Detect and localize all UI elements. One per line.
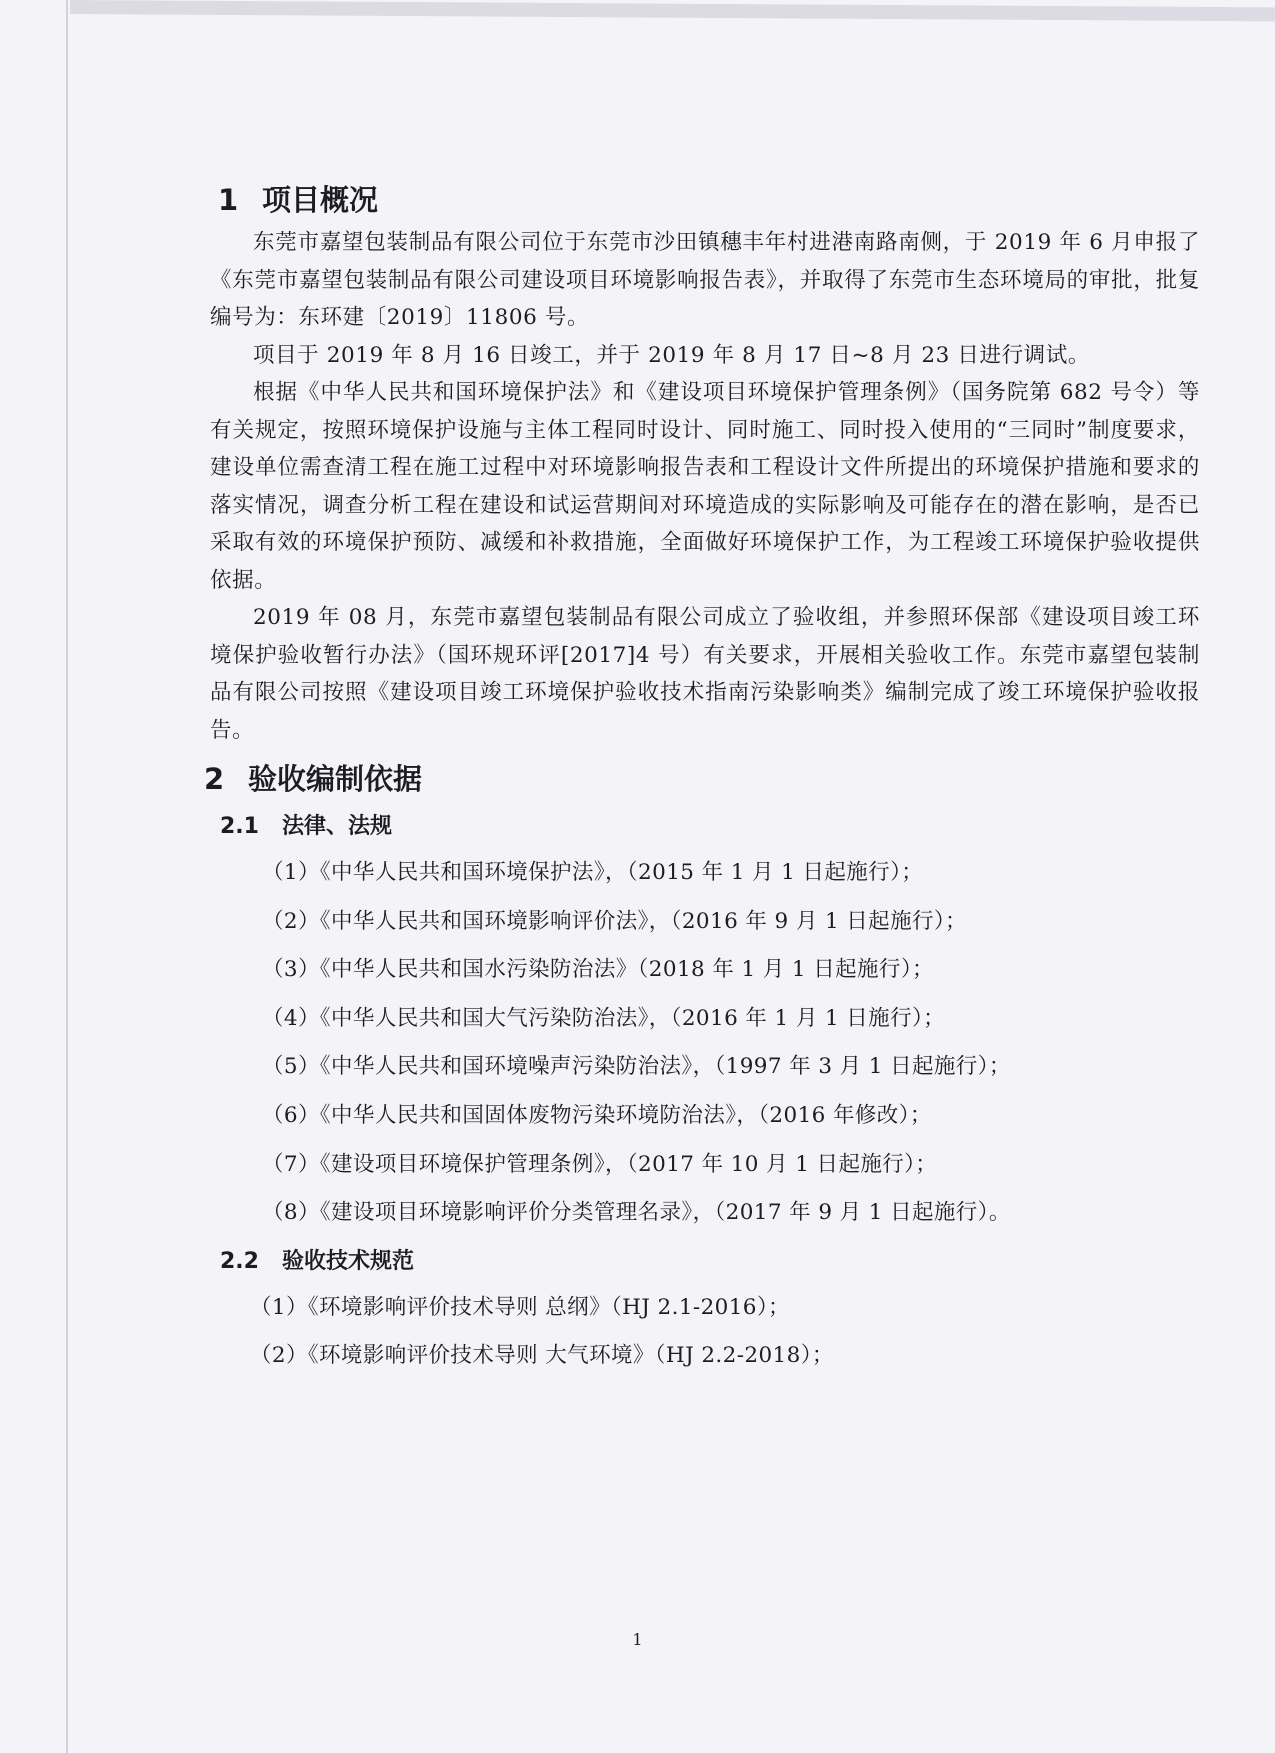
scan-left-edge: [66, 0, 68, 1753]
section-1-title: 项目概况: [262, 183, 379, 217]
tech-standards-list: [210, 1284, 1200, 1381]
list-item: （8）《建设项目环境影响评价分类管理名录》，（2017 年 9 月 1 日起施行）。: [262, 1200, 1011, 1226]
section-1-number: 1: [218, 183, 239, 217]
section-2-number: 2: [204, 762, 225, 796]
subsection-2-2-heading: [220, 1242, 1200, 1282]
section-1-heading: [218, 176, 1200, 224]
list-item: （2）《环境影响评价技术导则 大气环境》（HJ 2.2-2018）；: [250, 1343, 834, 1369]
section-2-heading: [204, 755, 1200, 803]
list-item: （4）《中华人民共和国大气污染防治法》，（2016 年 1 月 1 日施行）；: [262, 1005, 946, 1031]
laws-list: [210, 849, 1200, 1238]
list-item: （2）《中华人民共和国环境影响评价法》，（2016 年 9 月 1 日起施行）；: [262, 908, 967, 934]
page-number: 1: [632, 1630, 643, 1649]
list-item: （1）《环境影响评价技术导则 总纲》（HJ 2.1-2016）；: [250, 1294, 790, 1320]
list-item: （1）《中华人民共和国环境保护法》，（2015 年 1 月 1 日起施行）；: [262, 860, 924, 885]
paragraph-2: 项目于 2019 年 8 月 16 日竣工，并于 2019 年 8 月 17 日~8 月 23 日进行调试。: [253, 342, 1090, 368]
paragraph-4: 2019 年 08 月，东莞市嘉望包装制品有限公司成立了验收组，并参照环保部《建设项目竣工环境保护验收暂行办法》（国环规环评[2017]4 号）有关要求，开展相关验收工作。东莞市嘉望包装制品有限公司按照《建设项目竣工环境保护验收技术指南污染影响类》编制完成了竣工环境保护验收报告。: [210, 605, 1200, 743]
subsection-2-2-title: 验收技术规范: [282, 1248, 415, 1274]
subsection-2-1-number: 2.1: [220, 814, 259, 839]
list-item: （3）《中华人民共和国水污染防治法》（2018 年 1 月 1 日起施行）；: [262, 957, 934, 983]
section-2-title: 验收编制依据: [248, 762, 423, 796]
subsection-2-1-heading: [220, 807, 1200, 847]
list-item: （6）《中华人民共和国固体废物污染环境防治法》，（2016 年修改）；: [262, 1102, 932, 1128]
paragraph-1: 东莞市嘉望包装制品有限公司位于东莞市沙田镇穗丰年村进港南路南侧，于 2019 年 6 月申报了《东莞市嘉望包装制品有限公司建设项目环境影响报告表》，并取得了东莞市生态环境局的审批，批复编号为：东环建〔2019〕11806 号。: [210, 230, 1200, 330]
document-body: [204, 176, 1200, 1381]
paragraph-3: 根据《中华人民共和国环境保护法》和《建设项目环境保护管理条例》（国务院第 682 号令）等有关规定，按照环境保护设施与主体工程同时设计、同时施工、同时投入使用的“三同时”制度要求，建设单位需查清工程在施工过程中对环境影响报告表和工程设计文件所提出的环境保护措施和要求的落实情况，调查分析工程在建设和试运营期间对环境造成的实际影响及可能存在的潜在影响，是否已采取有效的环境保护预防、减缓和补救措施，全面做好环境保护工作，为工程竣工环境保护验收提供依据。: [210, 380, 1200, 593]
list-item: （7）《建设项目环境保护管理条例》，（2017 年 10 月 1 日起施行）；: [262, 1151, 938, 1177]
subsection-2-1-title: 法律、法规: [282, 814, 393, 839]
list-item: （5）《中华人民共和国环境噪声污染防治法》，（1997 年 3 月 1 日起施行）；: [262, 1054, 1011, 1080]
subsection-2-2-number: 2.2: [220, 1248, 259, 1274]
scan-top-edge: [70, 0, 1275, 21]
